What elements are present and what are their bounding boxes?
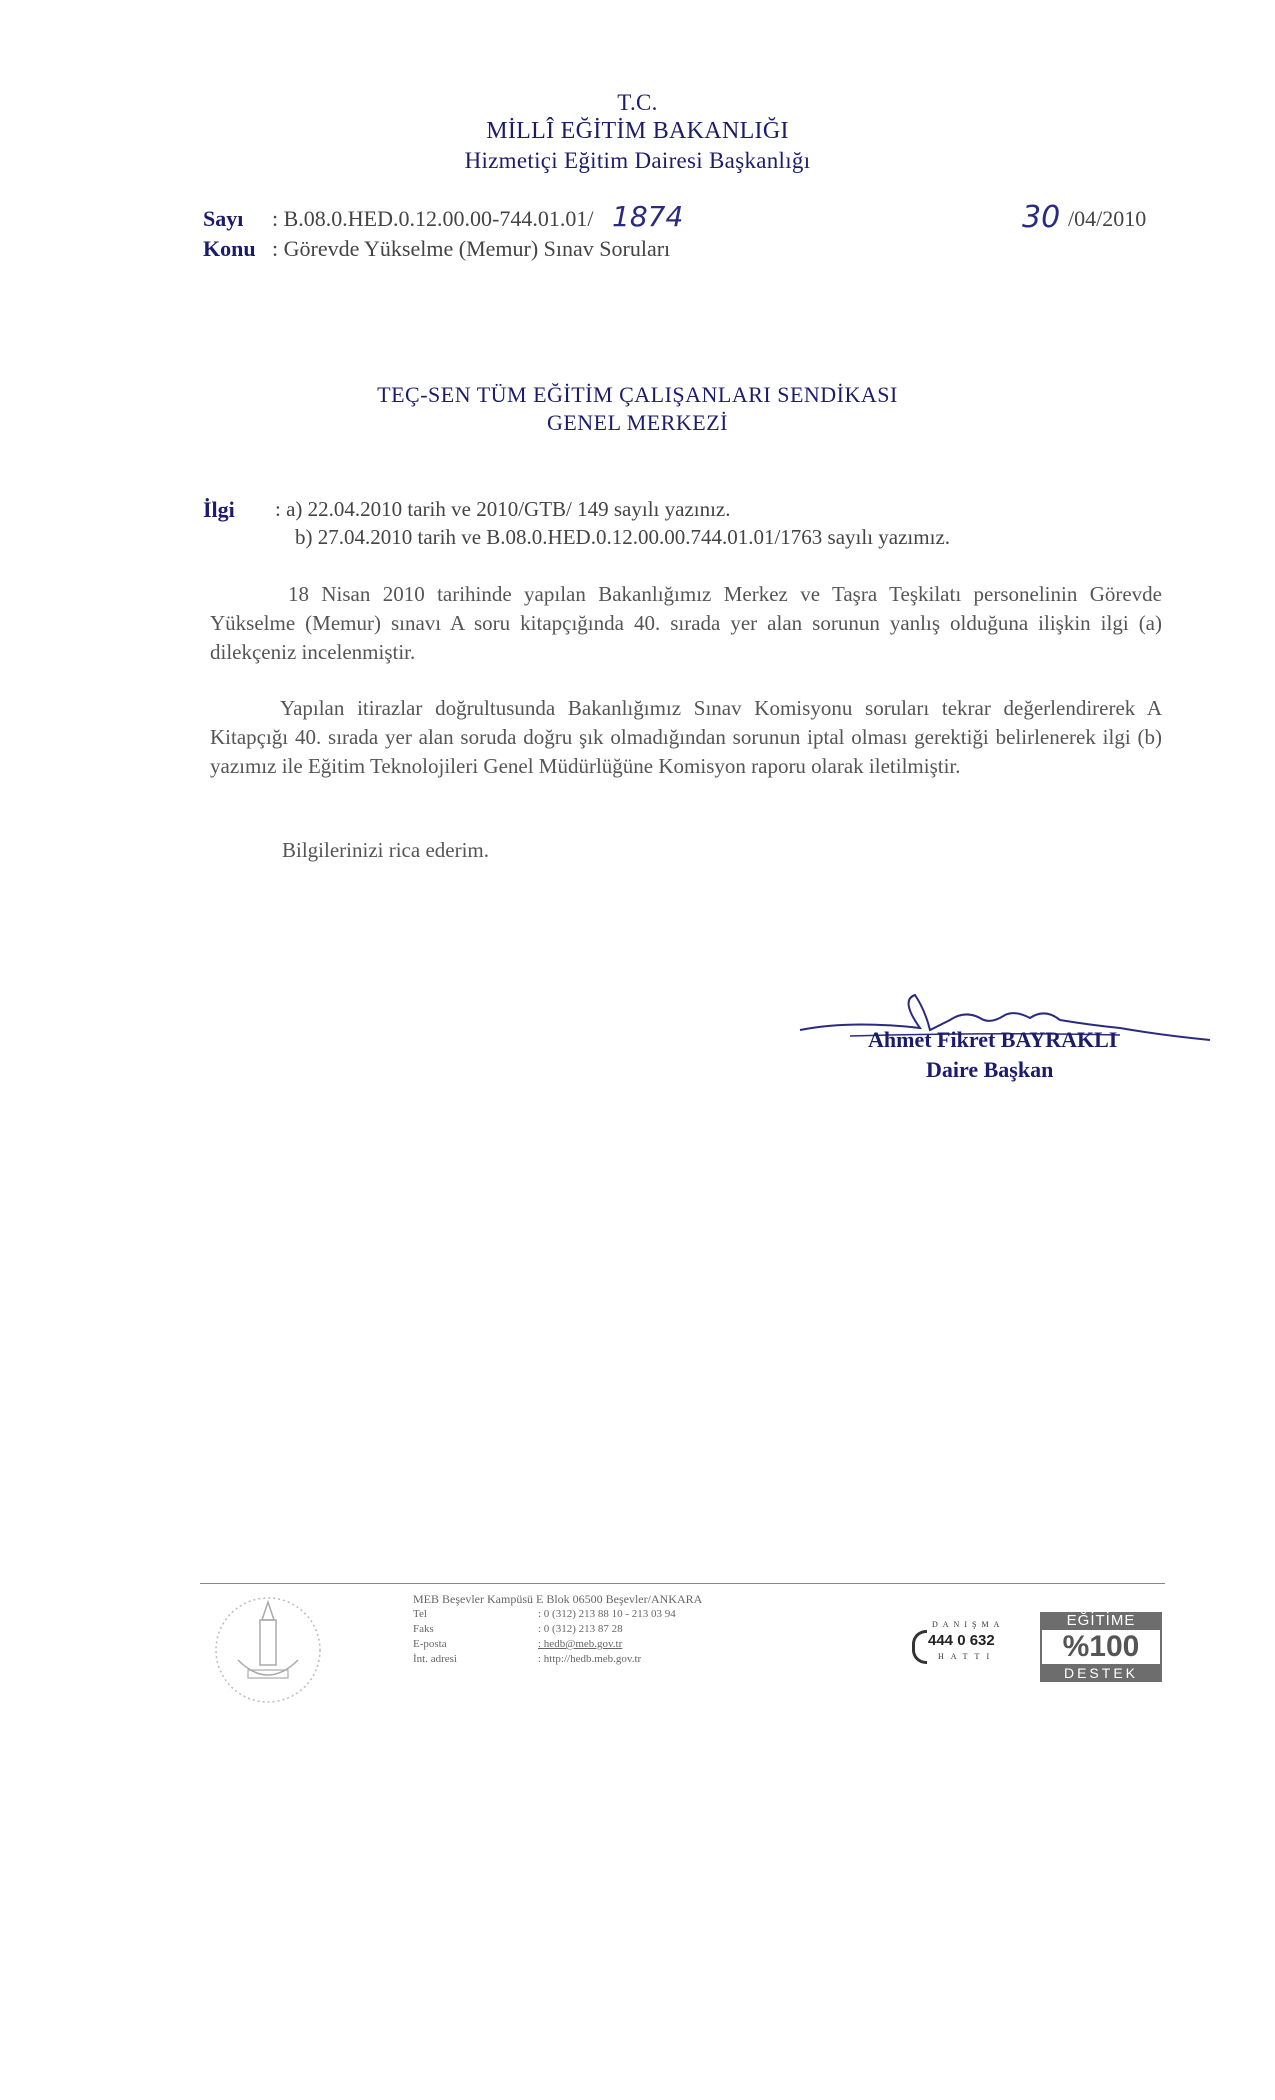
- konu-label: Konu: [203, 236, 256, 261]
- sayi-handwritten: 1874: [612, 200, 684, 233]
- date-handwritten: 30: [1022, 200, 1061, 235]
- footer-row-label: Faks: [413, 1623, 434, 1635]
- header-tc: T.C.: [617, 90, 658, 115]
- body-paragraph-3: Bilgilerinizi rica ederim.: [282, 838, 490, 862]
- body-paragraph-1: 18 Nisan 2010 tarihinde yapılan Bakanlığımız Merkez ve Taşra Teşkilatı personelinin Görevde Yükselme (Memur) sınavı A soru kitapçığında 40. sırada yer alan sorunun yanlış olduğuna ilişkin ilgi (a) dilekçeniz incelenmiştir.: [210, 582, 1162, 664]
- badge-top: EĞİTİME: [1040, 1612, 1162, 1630]
- sayi-label: Sayı: [203, 206, 244, 231]
- footer-divider: [200, 1583, 1165, 1584]
- footer-row-label: Tel: [413, 1608, 427, 1620]
- date-suffix: /04/2010: [1068, 206, 1147, 231]
- campaign-badge: [1040, 1612, 1162, 1686]
- footer-row: [413, 1653, 676, 1668]
- footer-row-label: E-posta: [413, 1638, 447, 1650]
- badge-mid: %100: [1040, 1630, 1162, 1664]
- header-department: Hizmetiçi Eğitim Dairesi Başkanlığı: [464, 148, 811, 173]
- hotline-bottom: HATTI: [938, 1652, 997, 1661]
- recipient-line2: GENEL MERKEZİ: [546, 410, 729, 435]
- signatory-title: Daire Başkan: [926, 1057, 1054, 1082]
- ilgi-label: İlgi: [203, 497, 235, 522]
- hotline-badge: [912, 1620, 1012, 1670]
- ilgi-a: : a) 22.04.2010 tarih ve 2010/GTB/ 149 sayılı yazınız.: [275, 497, 731, 521]
- footer-row: [413, 1623, 676, 1638]
- footer-email-link[interactable]: : hedb@meb.gov.tr: [538, 1638, 623, 1650]
- sayi-value: : B.08.0.HED.0.12.00.00-744.01.01/: [272, 206, 594, 231]
- footer-row: [413, 1638, 676, 1653]
- phone-icon: [912, 1630, 927, 1664]
- footer-row-label: İnt. adresi: [413, 1653, 457, 1665]
- header-ministry: MİLLÎ EĞİTİM BAKANLIĞI: [486, 118, 789, 144]
- hotline-number: 444 0 632: [928, 1632, 995, 1649]
- footer-row-value: : 0 (312) 213 88 10 - 213 03 94: [538, 1608, 676, 1620]
- konu-value: : Görevde Yükselme (Memur) Sınav Soruları: [272, 236, 671, 261]
- footer-web-link[interactable]: : http://hedb.meb.gov.tr: [538, 1653, 642, 1665]
- signatory-name: Ahmet Fikret BAYRAKLI: [868, 1027, 1118, 1052]
- ilgi-b: b) 27.04.2010 tarih ve B.08.0.HED.0.12.00.00.744.01.01/1763 sayılı yazımız.: [295, 525, 951, 549]
- hotline-top: DANIŞMA: [932, 1620, 1005, 1629]
- footer-address: MEB Beşevler Kampüsü E Blok 06500 Beşevler/ANKARA: [413, 1592, 703, 1606]
- footer-row: [413, 1608, 676, 1623]
- footer-row-value: : 0 (312) 213 87 28: [538, 1623, 623, 1635]
- body-paragraph-2: Yapılan itirazlar doğrultusunda Bakanlığımız Sınav Komisyonu soruları tekrar değerlendirerek A Kitapçığı 40. sırada yer alan soruda doğru şık olmadığından sorunun iptal olması gerektiği belirlenerek ilgi (b) yazımız ile Eğitim Teknolojileri Genel Müdürlüğüne Komisyon raporu olarak iletilmiştir.: [210, 696, 1162, 778]
- badge-bottom: DESTEK: [1040, 1664, 1162, 1682]
- recipient-line1: TEÇ-SEN TÜM EĞİTİM ÇALIŞANLARI SENDİKASI: [377, 382, 898, 407]
- footer-contact-list: [413, 1608, 676, 1668]
- ministry-emblem-icon: [208, 1590, 328, 1710]
